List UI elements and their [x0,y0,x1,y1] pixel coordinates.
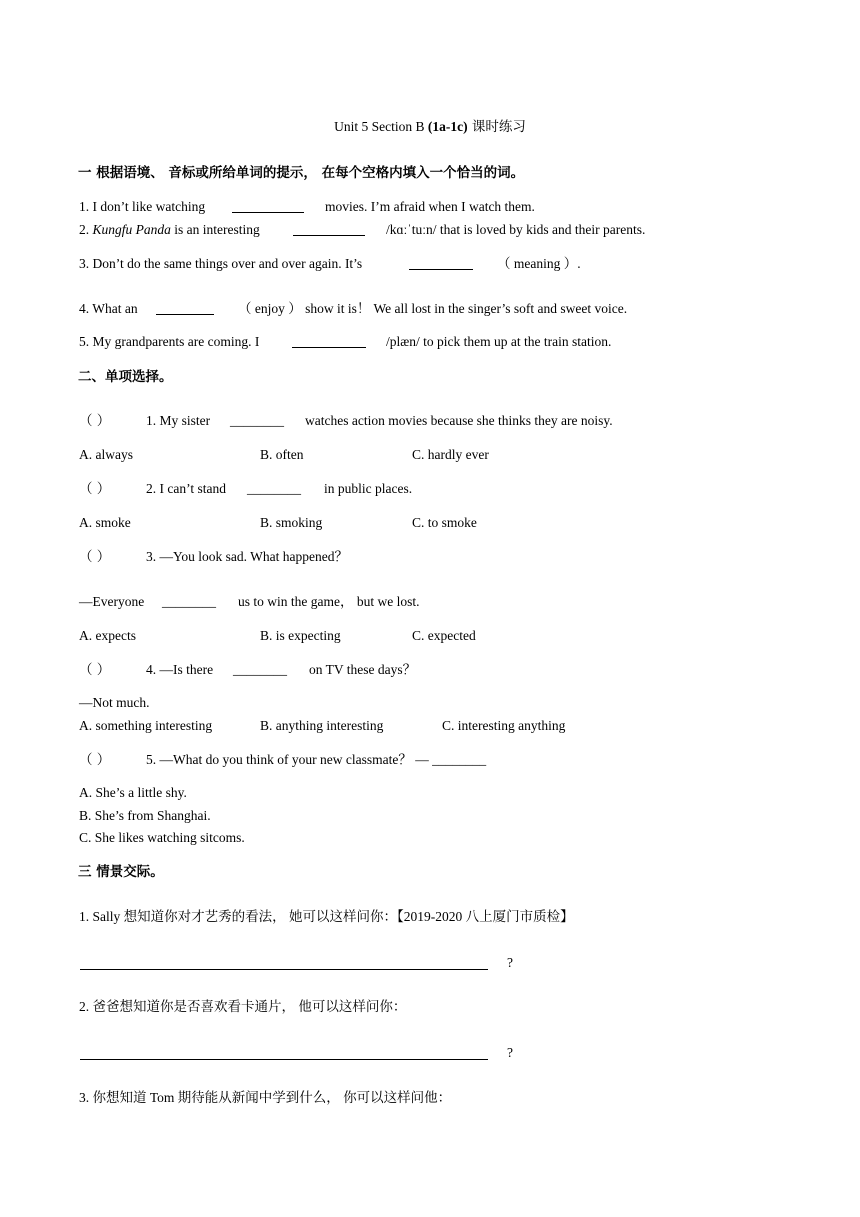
s1-q2-text-a [79,222,260,238]
s2-q4-option-b: B. anything interesting [260,718,384,733]
s2-q3-text-a: 3. —You look sad. What happened？ [146,549,348,564]
s2-q1-option-a: A. always [79,447,133,462]
title-text: Unit 5 Section B [334,119,428,134]
s2-q3-option-a: A. expects [79,628,136,643]
s1-q2-text-b: /kɑːˈtuːn/ that is loved by kids and their parents. [386,222,646,237]
s2-q4-blank: ________ [233,662,287,677]
s2-q3-option-b: B. is expecting [260,628,341,643]
s2-q4-paren[interactable]: （ ） [79,662,111,678]
s2-q2-option-a: A. smoke [79,515,131,530]
page-title [0,119,860,135]
s2-q1-paren[interactable]: （ ） [79,413,111,429]
s2-q3-line2-a: —Everyone [79,594,145,609]
s2-q4-text-a: 4. —Is there [146,662,214,677]
title-tail: 课时练习 [467,119,526,135]
s3-q2-answer-line[interactable] [80,1059,488,1060]
s2-q2-blank: ________ [247,481,301,496]
s2-q5-option-b: B. She’s from Shanghai. [79,808,211,823]
s2-q4-option-a: A. something interesting [79,718,213,733]
s1-q1-text-b: movies. I’m afraid when I watch them. [325,199,535,214]
s1-q2-rest: is an interesting [170,222,260,237]
s1-q2-blank[interactable] [293,223,365,236]
s2-q1-option-c: C. hardly ever [412,447,489,462]
s1-q4-text-b: （ enjoy ） show it is！ We all lost in the singer’s soft and sweet voice. [238,301,628,316]
s3-q1-prompt: 1. Sally 想知道你对才艺秀的看法， 她可以这样问你：【2019-2020 八上厦门市质检】 [79,909,574,924]
s2-q2-paren[interactable]: （ ） [79,481,111,497]
s1-q2-num: 2. [79,222,93,237]
s1-q5-text-a: 5. My grandparents are coming. I [79,334,260,349]
section-3-heading: 三 情景交际。 [78,864,164,880]
s3-q1-answer-line[interactable] [80,969,488,970]
s2-q1-blank: ________ [230,413,284,428]
s1-q3-text-a: 3. Don’t do the same things over and over again. It’s [79,256,363,271]
s2-q2-option-c: C. to smoke [412,515,477,530]
s2-q2-option-b: B. smoking [260,515,323,530]
s2-q5-text-a: 5. —What do you think of your new classmate？ — ________ [146,752,487,767]
s1-q3-blank[interactable] [409,257,473,270]
s3-q2-prompt: 2. 爸爸想知道你是否喜欢看卡通片， 他可以这样问你： [79,999,407,1014]
section-2-heading: 二、单项选择。 [78,369,173,385]
s1-q4-blank[interactable] [156,302,214,315]
s1-q3-text-b: （ meaning ）. [497,256,581,271]
s1-q5-text-b: /plæn/ to pick them up at the train station. [386,334,612,349]
s2-q1-option-b: B. often [260,447,304,462]
s3-q2-question-mark: ? [507,1045,513,1060]
s2-q2-text-a: 2. I can’t stand [146,481,226,496]
section-1-heading: 一 根据语境、 音标或所给单词的提示， 在每个空格内填入一个恰当的词。 [78,165,525,181]
s3-q3-prompt: 3. 你想知道 Tom 期待能从新闻中学到什么， 你可以这样问他： [79,1090,452,1105]
s3-q1-question-mark: ? [507,955,513,970]
s2-q3-blank: ________ [162,594,216,609]
s2-q4-text-b: on TV these days？ [309,662,417,677]
s2-q5-option-a: A. She’s a little shy. [79,785,187,800]
s2-q3-line2-b: us to win the game， but we lost. [238,594,420,609]
s2-q2-text-b: in public places. [324,481,413,496]
s2-q1-text-a: 1. My sister [146,413,211,428]
s2-q4-option-c: C. interesting anything [442,718,566,733]
s2-q3-paren[interactable]: （ ） [79,549,111,565]
s2-q5-paren[interactable]: （ ） [79,752,111,768]
s1-q2-italic: Kungfu Panda [92,222,171,237]
s2-q4-line2: —Not much. [79,695,150,710]
s2-q3-option-c: C. expected [412,628,476,643]
title-bold: (1a-1c) [427,119,468,134]
s1-q5-blank[interactable] [292,335,366,348]
s2-q5-option-c: C. She likes watching sitcoms. [79,830,245,845]
s1-q1-text-a: 1. I don’t like watching [79,199,206,214]
s1-q1-blank[interactable] [232,200,304,213]
s1-q4-text-a: 4. What an [79,301,138,316]
s2-q1-text-b: watches action movies because she thinks they are noisy. [305,413,613,428]
